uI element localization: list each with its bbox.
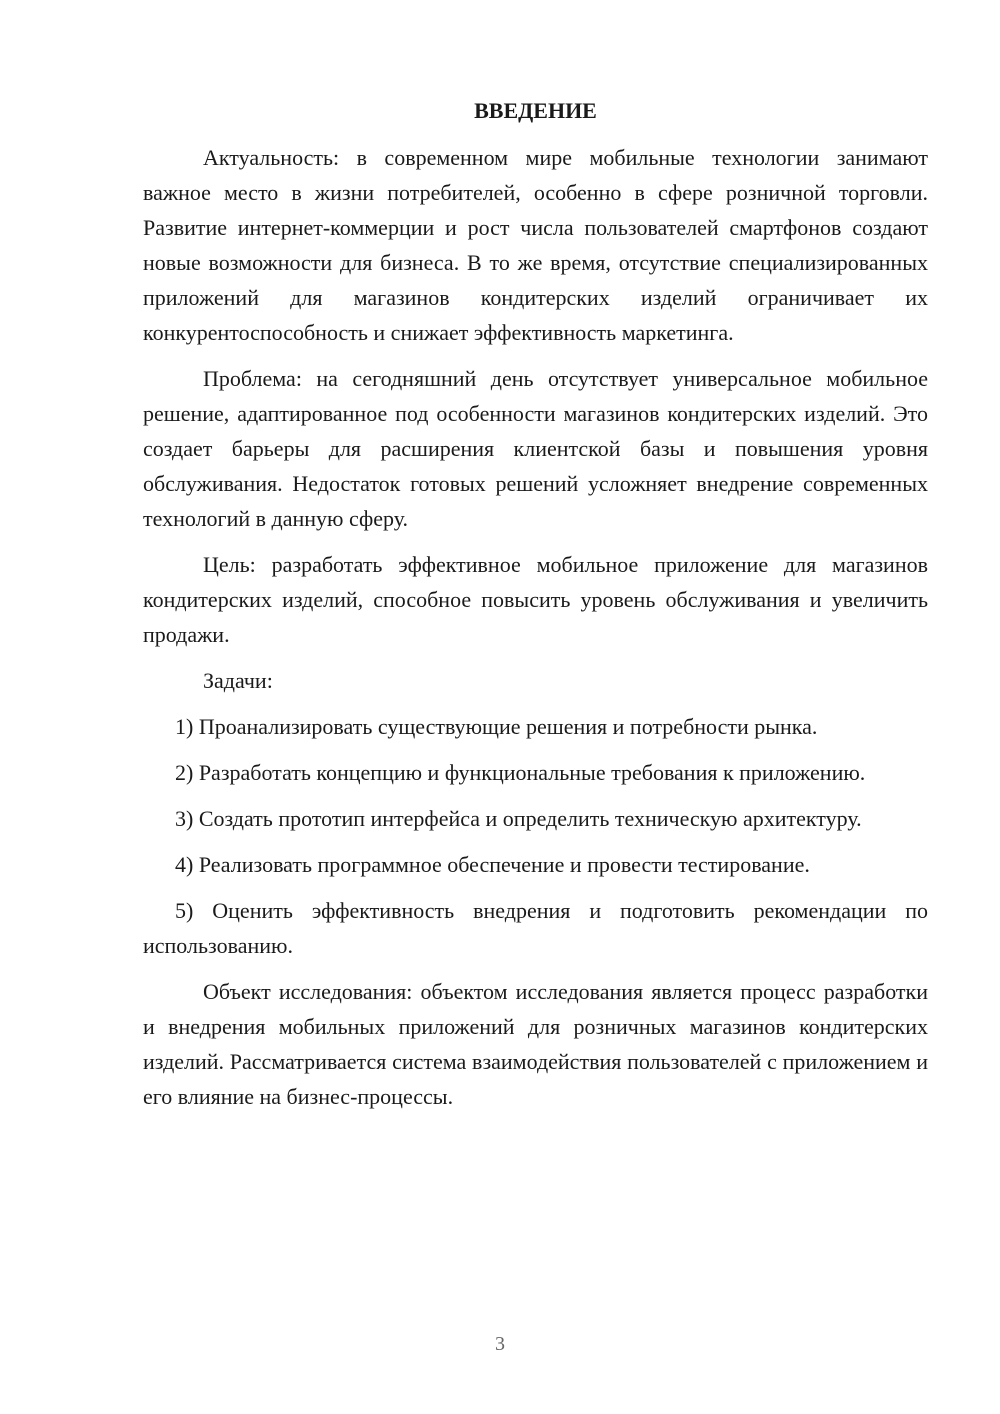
task-item-4: 4) Реализовать программное обеспечение и провести тестирование. — [175, 852, 810, 877]
task-item-3: 3) Создать прототип интерфейса и определить техническую архитектуру. — [175, 806, 862, 831]
page-content — [143, 96, 928, 1125]
paragraph-goal: Цель: разработать эффективное мобильное приложение для магазинов кондитерских изделий, способное повысить уровень обслуживания и увеличить продажи. — [143, 552, 928, 647]
task-item-2: 2) Разработать концепцию и функциональные требования к приложению. — [175, 760, 866, 785]
paragraph-research-object: Объект исследования: объектом исследования является процесс разработки и внедрения мобильных приложений для розничных магазинов кондитерских изделий. Рассматривается система взаимодействия пользователей с приложением и его влияние на бизнес-процессы. — [143, 979, 928, 1109]
task-item-5: 5) Оценить эффективность внедрения и подготовить рекомендации по использованию. — [143, 898, 928, 958]
paragraph-problem: Проблема: на сегодняшний день отсутствует универсальное мобильное решение, адаптированное под особенности магазинов кондитерских изделий. Это создает барьеры для расширения клиентской базы и повышения уровня обслуживания. Недостаток готовых решений усложняет внедрение современных технологий в данную сферу. — [143, 366, 928, 531]
page-title: ВВЕДЕНИЕ — [474, 98, 597, 123]
paragraph-relevance: Актуальность: в современном мире мобильные технологии занимают важное место в жизни потребителей, особенно в сфере розничной торговли. Развитие интернет-коммерции и рост числа пользователей смартфонов создают новые возможности для бизнеса. В то же время, отсутствие специализированных приложений для магазинов кондитерских изделий ограничивает их конкурентоспособность и снижает эффективность маркетинга. — [143, 145, 928, 345]
tasks-heading: Задачи: — [203, 668, 273, 693]
task-item-1: 1) Проанализировать существующие решения и потребности рынка. — [175, 714, 818, 739]
page-number: 3 — [495, 1333, 505, 1355]
